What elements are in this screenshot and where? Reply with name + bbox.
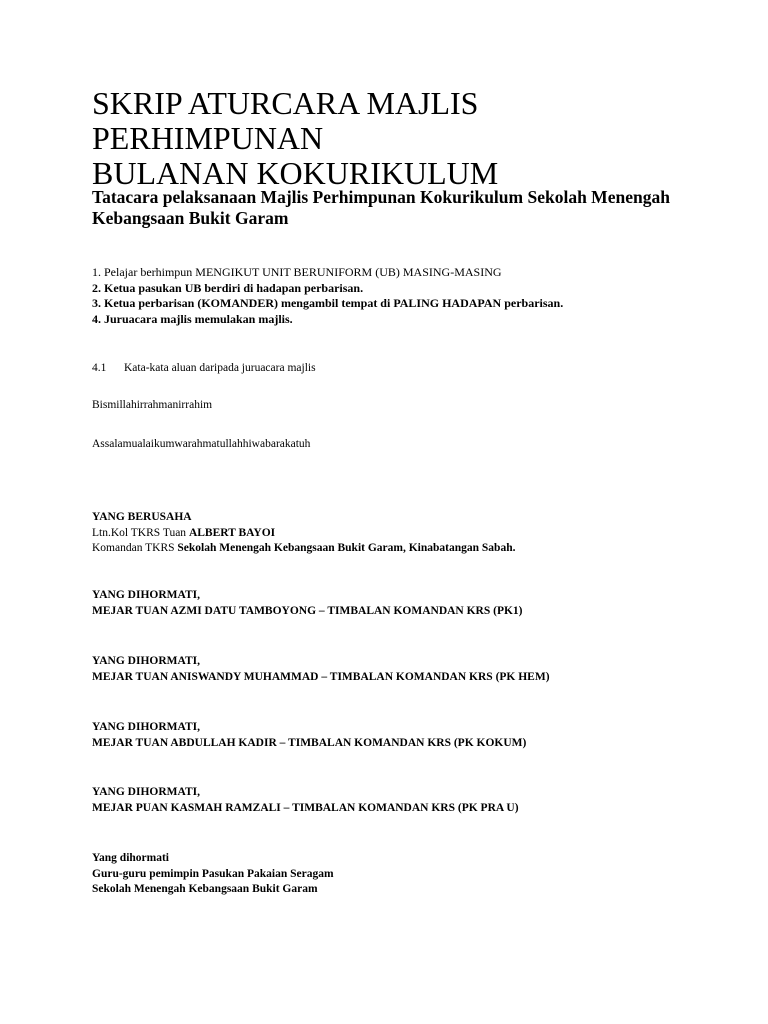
dignitary-block (92, 720, 752, 751)
procedure-steps (92, 265, 732, 327)
dignitary-block (92, 785, 752, 816)
dignitary-heading: YANG DIHORMATI, (92, 655, 200, 667)
substep (92, 361, 316, 375)
procedure-step: 4. Juruacara majlis memulakan majlis. (92, 311, 293, 326)
procedure-step: 1. Pelajar berhimpun MENGIKUT UNIT BERUNIFORM (UB) MASING-MASING (92, 265, 502, 279)
substep-number: 4.1 (92, 362, 107, 374)
dignitary-name: MEJAR TUAN ANISWANDY MUHAMMAD – TIMBALAN KOMANDAN KRS (PK HEM) (92, 670, 550, 683)
salutation-name-line (92, 526, 752, 542)
salutation-school-line (92, 541, 752, 557)
closing-line: Guru-guru pemimpin Pasukan Pakaian Seragam (92, 867, 334, 880)
greeting-salam: Assalamualaikumwarahmatullahhiwabarakatuh (92, 438, 311, 450)
closing-heading: Yang dihormati (92, 852, 169, 864)
closing-line: Sekolah Menengah Kebangsaan Bukit Garam (92, 883, 318, 895)
procedure-step: 2. Ketua pasukan UB berdiri di hadapan perbarisan. (92, 280, 364, 295)
dignitary-block (92, 654, 752, 685)
dignitary-name: MEJAR TUAN ABDULLAH KADIR – TIMBALAN KOMANDAN KRS (PK KOKUM) (92, 736, 527, 749)
title-line: SKRIP ATURCARA MAJLIS (92, 85, 479, 121)
procedure-step: 3. Ketua perbarisan (KOMANDER) mengambil tempat di PALING HADAPAN perbarisan. (92, 296, 564, 310)
salutation-commandant (92, 510, 752, 557)
salutation-title: Komandan TKRS (92, 542, 178, 554)
title-line: PERHIMPUNAN (92, 120, 324, 156)
document-title (92, 86, 732, 191)
salutation-name: ALBERT BAYOI (188, 526, 276, 539)
dignitary-heading: YANG DIHORMATI, (92, 721, 200, 733)
dignitary-name: MEJAR TUAN AZMI DATU TAMBOYONG – TIMBALAN KOMANDAN KRS (PK1) (92, 604, 523, 617)
dignitary-block (92, 588, 752, 619)
dignitary-heading: YANG DIHORMATI, (92, 589, 200, 601)
salutation-rank: Ltn.Kol TKRS Tuan (92, 526, 189, 539)
dignitary-heading: YANG DIHORMATI, (92, 786, 200, 798)
salutation-heading: YANG BERUSAHA (92, 511, 192, 523)
greeting-bismillah: Bismillahirrahmanirrahim (92, 399, 213, 411)
salutation-school: Sekolah Menengah Kebangsaan Bukit Garam, Kinabatangan Sabah. (177, 542, 516, 554)
closing-block (92, 851, 752, 898)
substep-text: Kata-kata aluan daripada juruacara majlis (124, 362, 316, 374)
document-subtitle: Tatacara pelaksanaan Majlis Perhimpunan Kokurikulum Sekolah Menengah Kebangsaan Bukit Garam (92, 187, 670, 228)
dignitary-name: MEJAR PUAN KASMAH RAMZALI – TIMBALAN KOMANDAN KRS (PK PRA U) (92, 801, 519, 814)
title-line: BULANAN KOKURIKULUM (92, 155, 499, 191)
